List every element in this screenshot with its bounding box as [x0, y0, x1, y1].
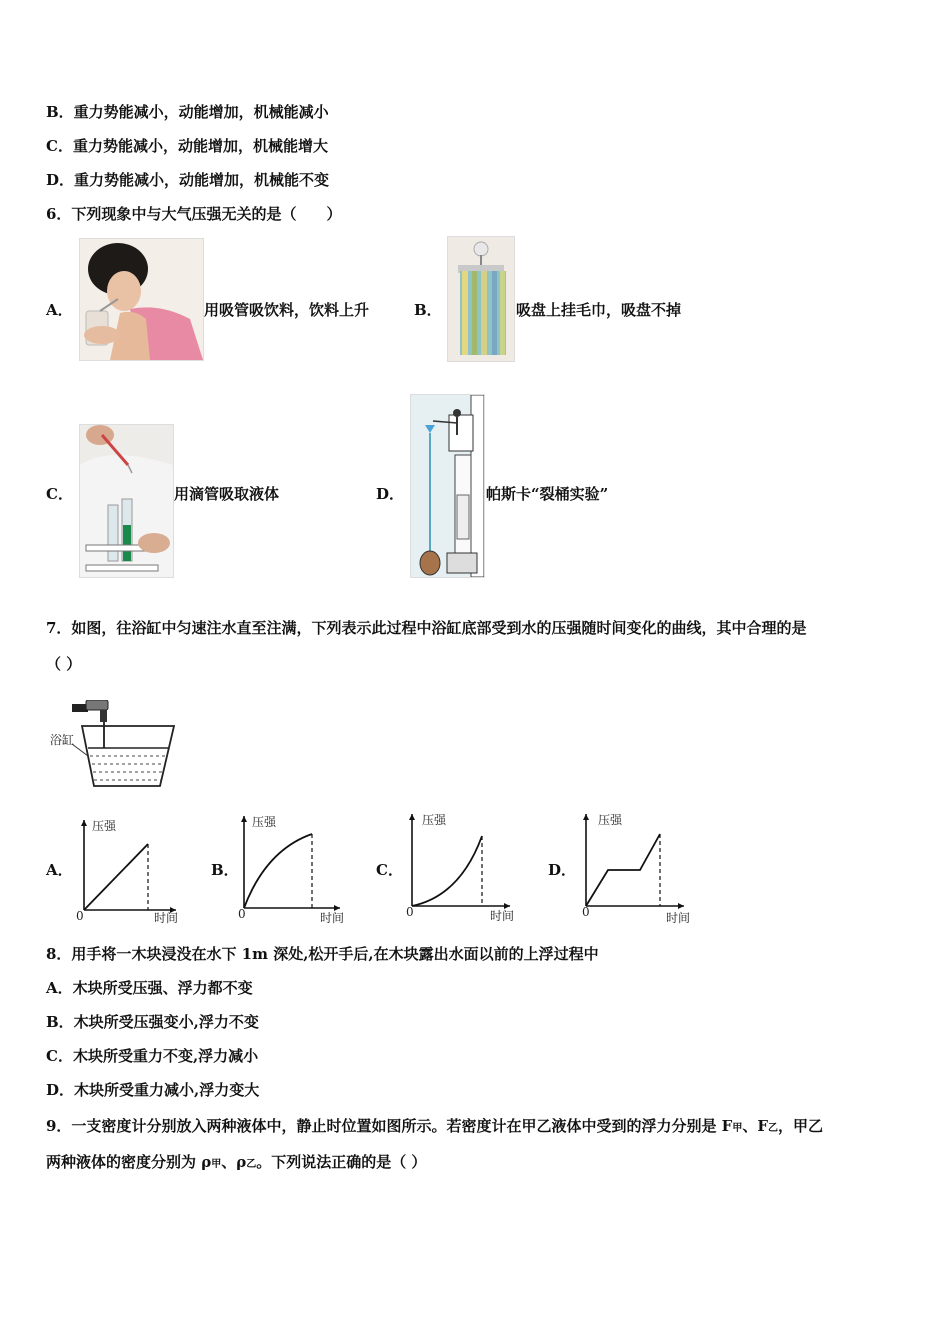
graph-b-origin: 0 [238, 907, 246, 921]
drinking-straw-photo [79, 238, 204, 361]
q8-option-a: A．木块所受压强、浮力都不变 [46, 979, 253, 997]
graph-c-curve [412, 836, 482, 906]
q7-option-c-letter: C． [376, 861, 403, 879]
graph-a-xlabel: 时间 [154, 911, 179, 925]
graph-b-curve [244, 834, 312, 908]
graph-b-ylabel: 压强 [252, 815, 277, 829]
graph-c-origin: 0 [406, 905, 414, 919]
q6-option-a-letter: A． [46, 301, 73, 319]
q7-option-d-letter: D． [548, 861, 577, 879]
bathtub-diagram [48, 700, 178, 792]
graph-c [404, 808, 518, 926]
q7-stem: 7．如图，往浴缸中匀速注水直至注满，下列表示此过程中浴缸底部受到水的压强随时间变化的曲线，其中合理的是 [46, 619, 807, 637]
q6-option-d-letter: D． [376, 485, 405, 503]
q5-option-c: C．重力势能减小，动能增加，机械能增大 [46, 137, 328, 155]
pascal-barrel-drawing [410, 394, 485, 578]
q6-option-a-text: 用吸管吸饮料，饮料上升 [204, 301, 370, 319]
q5-option-d: D．重力势能减小，动能增加，机械能不变 [46, 171, 330, 189]
tub-label: 浴缸 [50, 733, 75, 747]
graph-a-ylabel: 压强 [92, 819, 117, 833]
q7-option-a-letter: A． [46, 861, 73, 879]
graph-c-ylabel: 压强 [422, 813, 447, 827]
graph-a [76, 814, 184, 926]
q7-stem-continued: （ ） [46, 655, 82, 673]
q6-option-d-text: 帕斯卡“裂桶实验” [486, 485, 609, 503]
graph-a-curve [84, 844, 148, 910]
graph-a-origin: 0 [76, 909, 84, 923]
q7-option-b-letter: B． [211, 861, 239, 879]
suction-cup-towel-photo [447, 236, 515, 362]
q6-option-c-text: 用滴管吸取液体 [174, 485, 280, 503]
dropper-photo [79, 424, 174, 578]
q8-stem: 8．用手将一木块浸没在水下 1m 深处,松开手后,在木块露出水面以前的上浮过程中 [46, 945, 599, 963]
q9-stem-line1: 9．一支密度计分别放入两种液体中，静止时位置如图所示。若密度计在甲乙液体中受到的浮力分别是 F甲、F乙，甲乙 [46, 1117, 823, 1135]
q8-option-d: D．木块所受重力减小,浮力变大 [46, 1081, 260, 1099]
q8-option-c: C．木块所受重力不变,浮力减小 [46, 1047, 259, 1065]
graph-d-curve [586, 834, 660, 906]
graph-c-xlabel: 时间 [490, 909, 515, 923]
graph-b [236, 810, 348, 926]
q6-option-c-letter: C． [46, 485, 73, 503]
graph-d-origin: 0 [582, 905, 590, 919]
q6-option-b-text: 吸盘上挂毛巾，吸盘不掉 [516, 301, 682, 319]
graph-d [578, 808, 694, 926]
q6-stem: 6．下列现象中与大气压强无关的是（ ） [46, 205, 342, 223]
graph-d-ylabel: 压强 [598, 813, 623, 827]
graph-b-xlabel: 时间 [320, 911, 345, 925]
q6-option-b-letter: B． [414, 301, 442, 319]
q9-stem-line2: 两种液体的密度分别为 ρ甲、ρ乙。下列说法正确的是（ ） [46, 1153, 427, 1171]
q8-option-b: B．木块所受压强变小,浮力不变 [46, 1013, 259, 1031]
q5-option-b: B．重力势能减小，动能增加，机械能减小 [46, 103, 329, 121]
graph-d-xlabel: 时间 [666, 911, 691, 925]
